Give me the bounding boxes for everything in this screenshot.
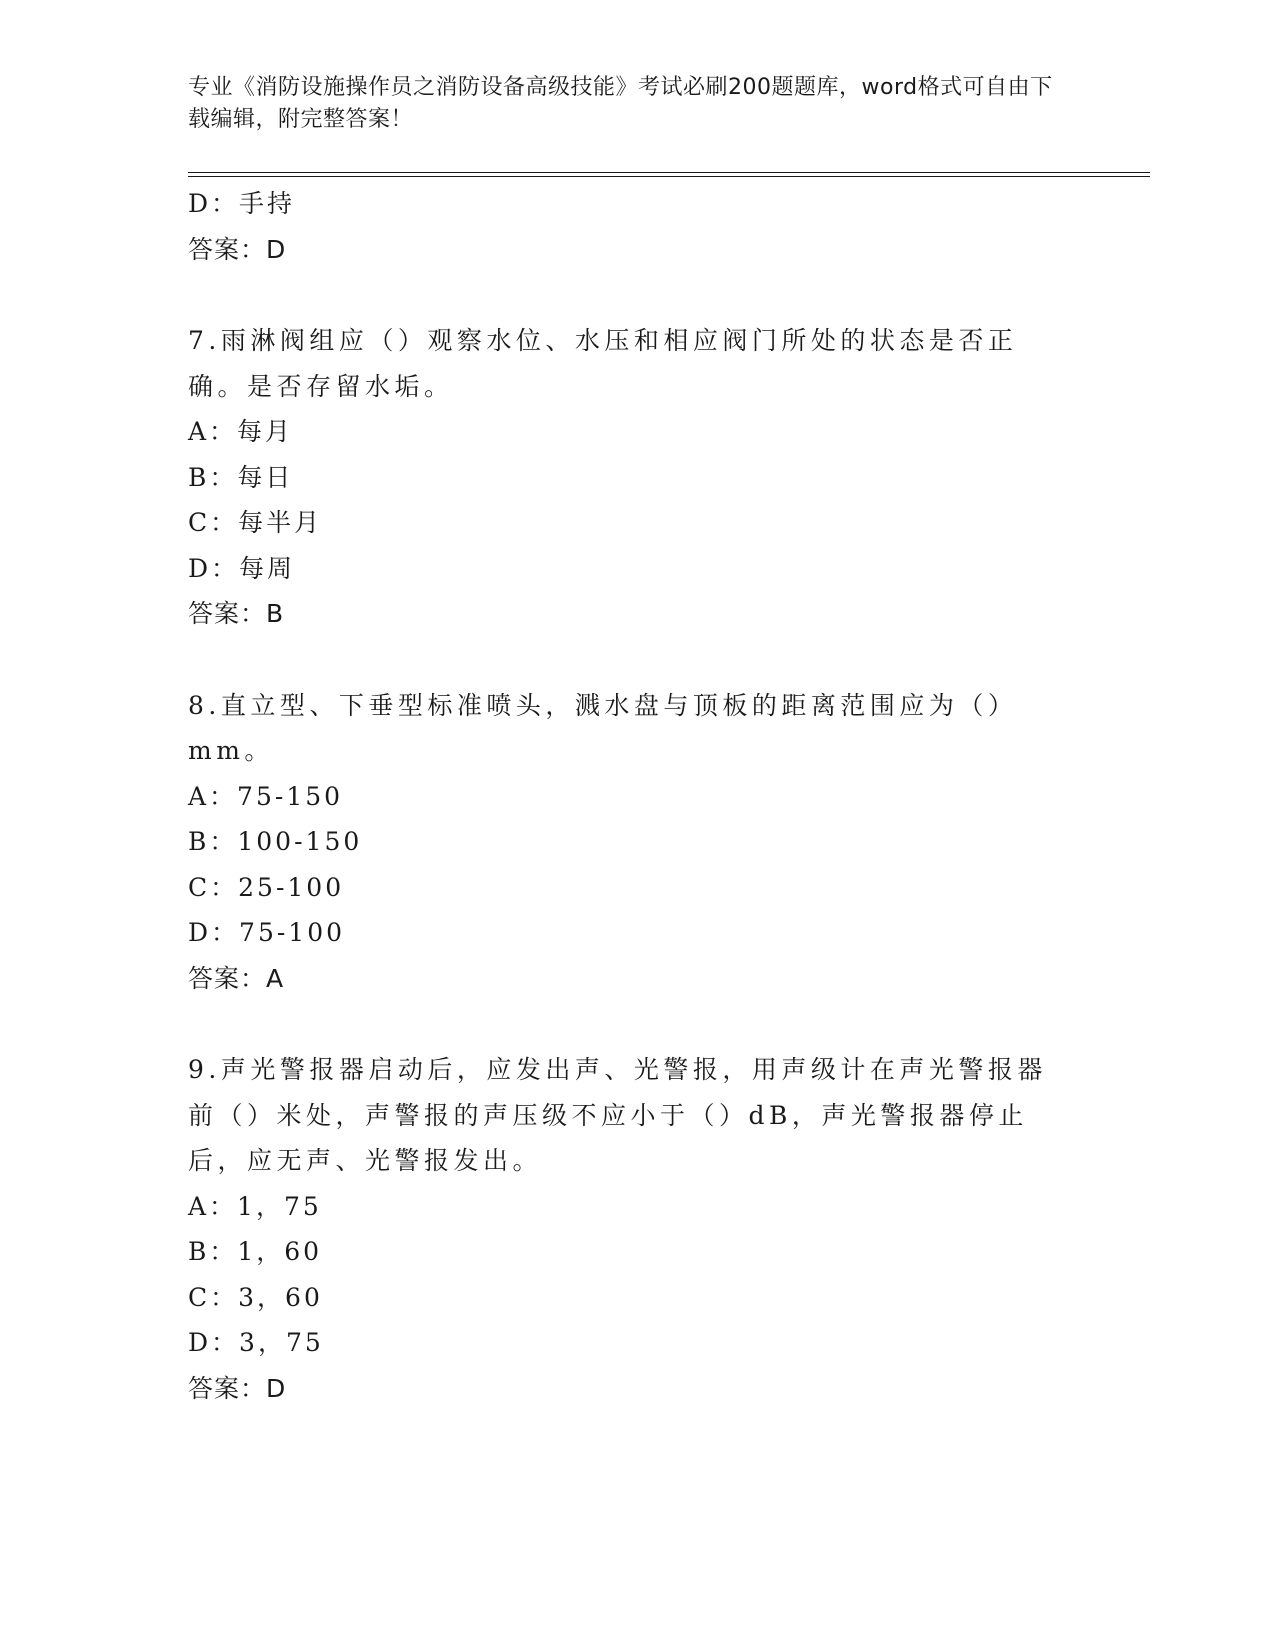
option-d: D：手持 (188, 189, 296, 218)
option-b: B：每日 (188, 462, 294, 492)
option-b: B：1，60 (188, 1237, 323, 1266)
question-9 (188, 1047, 1150, 1411)
answer-line: 答案：D (188, 1373, 287, 1403)
question-stem: 8.直立型、下垂型标准喷头，溅水盘与顶板的距离范围应为（）mm。 (188, 690, 1018, 765)
question-8 (188, 683, 1150, 1002)
option-c: C：3，60 (188, 1282, 323, 1312)
answer-line: 答案：B (188, 599, 285, 628)
option-d: D：每周 (188, 553, 296, 583)
option-d: D：3，75 (188, 1328, 324, 1357)
question-stem: 9.声光警报器启动后，应发出声、光警报，用声级计在声光警报器前（）米处，声警报的声压级不应小于（）dB，声光警报器停止后，应无声、光警报发出。 (188, 1055, 1047, 1175)
header-divider (188, 172, 1150, 173)
spacer (188, 272, 1150, 318)
option-a: A：1，75 (188, 1191, 322, 1221)
answer-line: 答案：D (188, 234, 287, 264)
spacer (188, 1001, 1150, 1047)
spacer (188, 637, 1150, 683)
option-a: A：每月 (188, 417, 294, 446)
option-c: C：每半月 (188, 508, 323, 537)
option-b: B：100-150 (188, 827, 363, 856)
option-a: A：75-150 (188, 781, 344, 811)
answer-line: 答案：A (188, 963, 285, 993)
question-stem: 7.雨淋阀组应（）观察水位、水压和相应阀门所处的状态是否正确。是否存留水垢。 (188, 326, 1018, 401)
document-body (188, 181, 1150, 1411)
option-c: C：25-100 (188, 872, 345, 902)
question-7 (188, 318, 1150, 637)
document-page (188, 72, 1150, 1411)
option-d: D：75-100 (188, 918, 346, 947)
page-header: 专业《消防设施操作员之消防设备高级技能》考试必刷200题题库，word格式可自由下载编辑，附完整答案！ (188, 75, 1053, 132)
